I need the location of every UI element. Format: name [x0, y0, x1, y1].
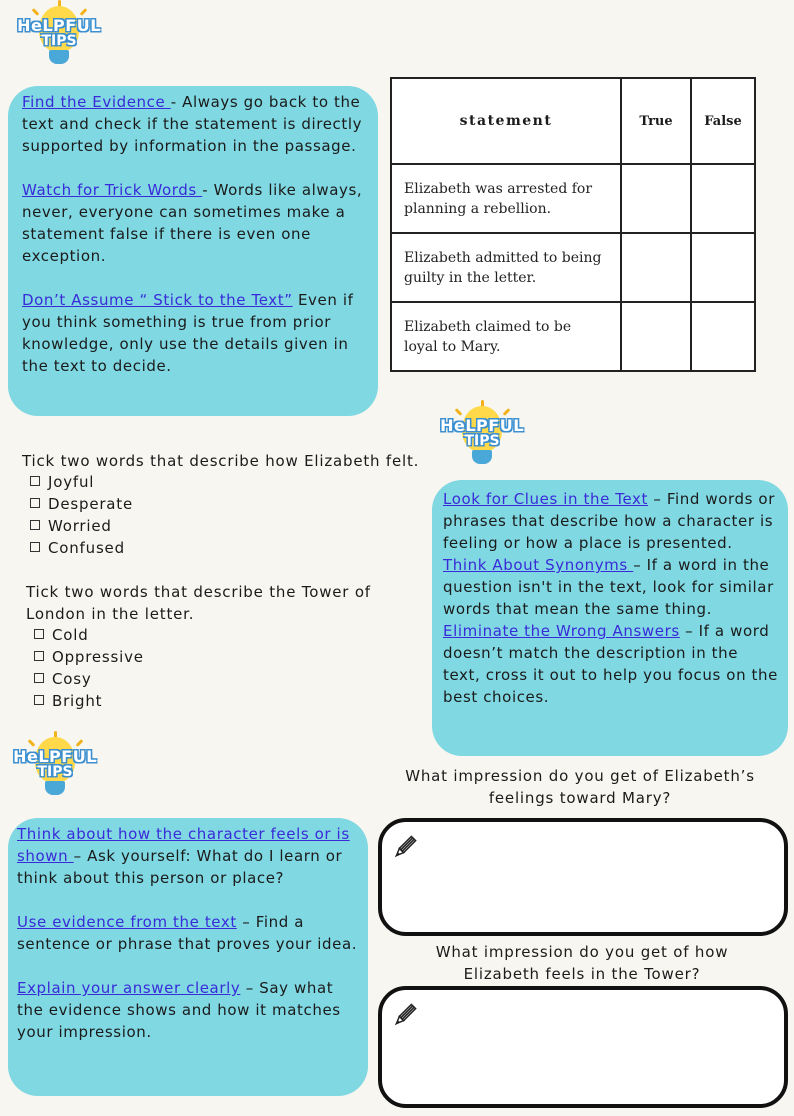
checkbox-option[interactable]: Cold: [34, 626, 89, 644]
table-row: [391, 164, 755, 233]
tip-title-link[interactable]: Don’t Assume “ Stick to the Text”: [22, 291, 293, 309]
tip-title-link[interactable]: Eliminate the Wrong Answers: [443, 622, 680, 640]
tips-box-true-false: [8, 86, 378, 416]
tip-item: Look for Clues in the Text – Find words or phrases that describe how a character is feeling or how a place is presented.: [443, 490, 775, 552]
question-elizabeth-felt: Tick two words that describe how Elizabeth felt.: [22, 452, 420, 470]
table-row: [391, 233, 755, 302]
tip-title-link[interactable]: Watch for Trick Words: [22, 181, 203, 199]
tips-box-impression: [8, 818, 368, 1096]
tip-title-link[interactable]: Find the Evidence: [22, 93, 171, 111]
pencil-icon: [392, 834, 418, 860]
statement-cell: Elizabeth admitted to being guilty in the letter.: [391, 233, 621, 302]
checkbox-icon[interactable]: [30, 542, 40, 552]
checkbox-option[interactable]: Oppressive: [34, 648, 144, 666]
true-false-table: [390, 77, 756, 372]
question-tower-description: Tick two words that describe the Tower of London in the letter.: [26, 583, 371, 623]
header-statement: statement: [391, 78, 621, 164]
tip-title-link[interactable]: Think About Synonyms: [443, 556, 634, 574]
header-false: False: [691, 78, 755, 164]
checkbox-icon[interactable]: [30, 476, 40, 486]
checkbox-option[interactable]: Worried: [30, 517, 112, 535]
statement-cell: Elizabeth was arrested for planning a rebellion.: [391, 164, 621, 233]
tip-item: Explain your answer clearly – Say what the evidence shows and how it matches your impression.: [17, 979, 341, 1041]
checkbox-option[interactable]: Confused: [30, 539, 125, 557]
header-true: True: [621, 78, 691, 164]
tip-item: Eliminate the Wrong Answers – If a word doesn’t match the description in the text, cross it out to help you focus on the best choices.: [443, 622, 778, 706]
tips-box-word-choice: [432, 480, 788, 756]
tip-item: Think About Synonyms – If a word in the question isn't in the text, look for similar words that mean the same thing.: [443, 556, 774, 618]
pencil-icon: [392, 1002, 418, 1028]
answer-box-tower[interactable]: [378, 986, 788, 1108]
question-feels-in-tower: What impression do you get of how Elizabeth feels in the Tower?: [435, 943, 729, 983]
tip-item: Don’t Assume “ Stick to the Text” Even if you think something is true from prior knowledge, only use the details given in the text to decide.: [22, 291, 354, 375]
statement-cell: Elizabeth claimed to be loyal to Mary.: [391, 302, 621, 371]
tip-title-link[interactable]: Think about how the character feels or is shown: [17, 825, 350, 865]
table-row: [391, 302, 755, 371]
tip-item: Find the Evidence - Always go back to the text and check if the statement is directly supported by information in the passage.: [22, 93, 363, 155]
checkbox-icon[interactable]: [34, 651, 44, 661]
checkbox-icon[interactable]: [30, 498, 40, 508]
helpful-tips-logo: HeLPFUL TIPS: [437, 402, 527, 486]
checkbox-option[interactable]: Cosy: [34, 670, 92, 688]
true-cell[interactable]: [621, 233, 691, 302]
false-cell[interactable]: [691, 164, 755, 233]
false-cell[interactable]: [691, 302, 755, 371]
checkbox-icon[interactable]: [34, 695, 44, 705]
true-cell[interactable]: [621, 164, 691, 233]
checkbox-option[interactable]: Bright: [34, 692, 102, 710]
checkbox-option[interactable]: Joyful: [30, 473, 94, 491]
tip-item: Think about how the character feels or is shown – Ask yourself: What do I learn or think about this person or place?: [17, 825, 350, 887]
checkbox-icon[interactable]: [34, 629, 44, 639]
checkbox-icon[interactable]: [34, 673, 44, 683]
answer-box-mary[interactable]: [378, 818, 788, 936]
tip-item: Watch for Trick Words - Words like always, never, everyone can sometimes make a statement false if there is even one exception.: [22, 181, 363, 265]
checkbox-icon[interactable]: [30, 520, 40, 530]
question-feelings-toward-mary: What impression do you get of Elizabeth’s feelings toward Mary?: [405, 767, 755, 807]
tip-title-link[interactable]: Explain your answer clearly: [17, 979, 241, 997]
tip-item: Use evidence from the text – Find a sentence or phrase that proves your idea.: [17, 913, 358, 953]
helpful-tips-logo: HeLPFUL TIPS: [14, 2, 104, 86]
tip-title-link[interactable]: Look for Clues in the Text: [443, 490, 649, 508]
checkbox-option[interactable]: Desperate: [30, 495, 133, 513]
false-cell[interactable]: [691, 233, 755, 302]
tip-title-link[interactable]: Use evidence from the text: [17, 913, 237, 931]
true-cell[interactable]: [621, 302, 691, 371]
helpful-tips-logo: HeLPFUL TIPS: [10, 733, 100, 817]
